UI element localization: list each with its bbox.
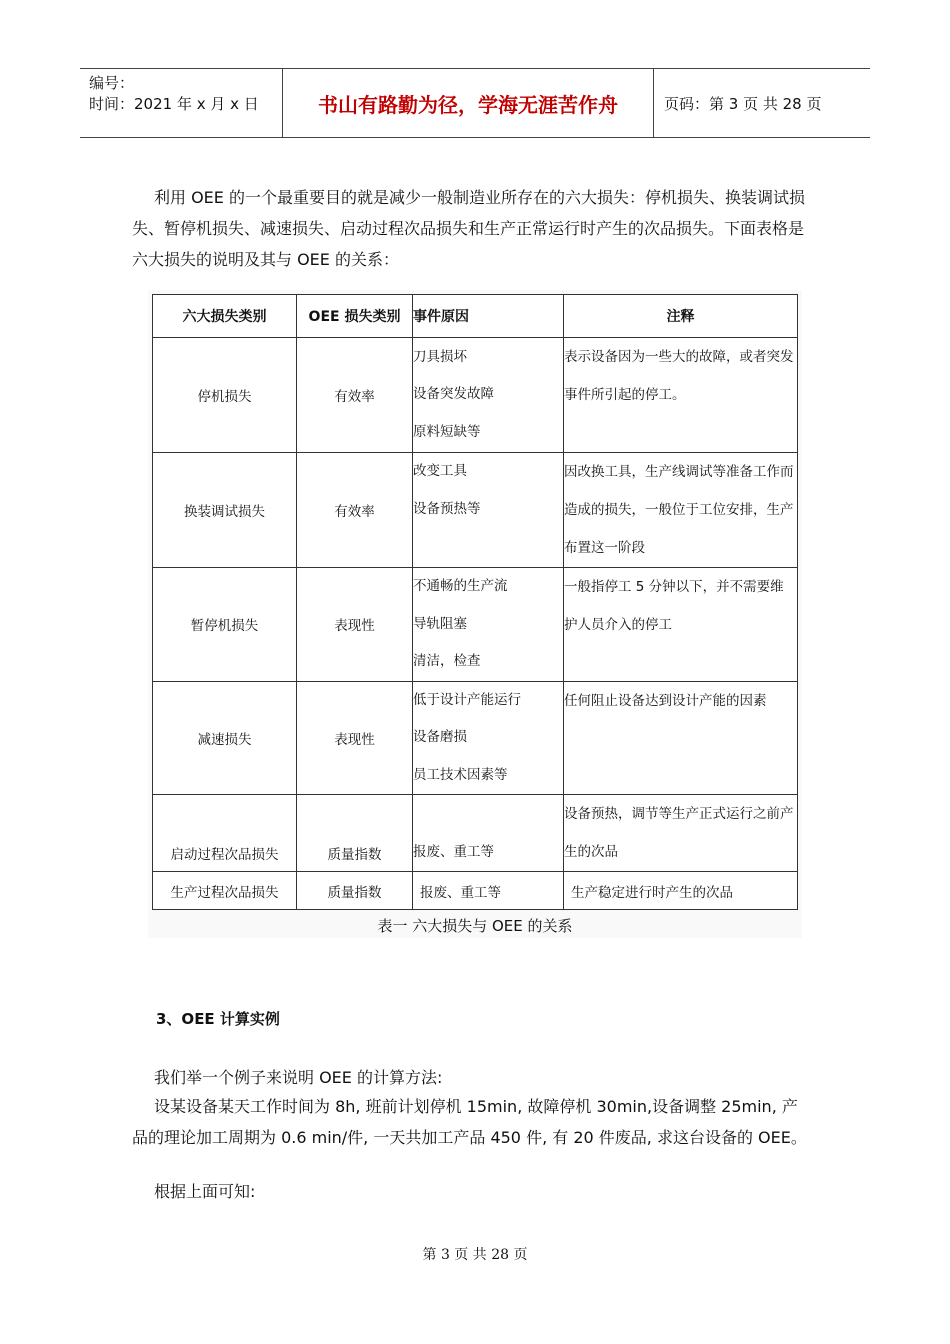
cause-item: 不通畅的生产流 — [413, 578, 508, 594]
table-row — [153, 338, 798, 453]
conclusion-line: 根据上面可知: — [154, 1182, 256, 1201]
cause-item: 设备突发故障 — [413, 386, 494, 403]
table-row — [153, 872, 798, 910]
note-cell: 因改换工具，生产线调试等准备工作而造成的损失，一般位于工位安排，生产布置这一阶段 — [564, 453, 798, 568]
oee-cell: 质量指数 — [297, 872, 413, 910]
cause-item: 改变工具 — [413, 463, 467, 479]
section-heading: 3、OEE 计算实例 — [156, 1010, 280, 1028]
causes-cell — [413, 453, 564, 568]
category-cell: 生产过程次品损失 — [153, 872, 297, 910]
cause-item: 清洁，检查 — [413, 653, 481, 669]
cause-item: 低于设计产能运行 — [413, 691, 521, 708]
causes-cell — [413, 568, 564, 682]
header-meta — [80, 69, 282, 137]
category-cell: 暂停机损失 — [153, 568, 297, 682]
cause-item: 员工技术因素等 — [413, 766, 508, 783]
page-footer: 第 3 页 共 28 页 — [422, 1247, 528, 1263]
cause-item: 设备预热等 — [413, 500, 481, 517]
table-row — [153, 453, 798, 568]
example-intro: 我们举一个例子来说明 OEE 的计算方法: — [154, 1068, 443, 1087]
header-causes: 事件原因 — [413, 295, 564, 338]
header-category: 六大损失类别 — [153, 295, 297, 338]
oee-cell: 表现性 — [297, 681, 413, 795]
table-row — [153, 681, 798, 795]
document-number-label: 编号： — [89, 74, 135, 92]
page-counter: 页码：第 3 页 共 28 页 — [664, 94, 822, 113]
causes-cell — [413, 681, 564, 795]
note-cell: 一般指停工 5 分钟以下，并不需要维护人员介入的停工 — [564, 568, 798, 682]
header-page-info — [654, 69, 870, 137]
table-caption: 表一 六大损失与 OEE 的关系 — [377, 917, 573, 935]
category-cell: 停机损失 — [153, 338, 297, 453]
oee-cell: 质量指数 — [297, 795, 413, 872]
table-row — [153, 568, 798, 682]
header-oee-category: OEE 损失类别 — [297, 295, 413, 338]
note-cell: 生产稳定进行时产生的次品 — [564, 872, 798, 910]
six-losses-table — [152, 294, 798, 910]
header-motto: 书山有路勤为径，学海无涯苦作舟 — [282, 69, 654, 137]
note-cell: 设备预热，调节等生产正式运行之前产生的次品 — [564, 795, 798, 872]
cause-item: 刀具损坏 — [413, 348, 467, 365]
oee-cell: 有效率 — [297, 453, 413, 568]
table-row — [153, 795, 798, 872]
oee-cell: 表现性 — [297, 568, 413, 682]
cause-item: 原料短缺等 — [413, 423, 481, 440]
header-note: 注释 — [564, 295, 798, 338]
cause-item: 导轨阻塞 — [413, 615, 467, 632]
causes-cell — [413, 338, 564, 453]
causes-cell — [413, 795, 564, 872]
oee-cell: 有效率 — [297, 338, 413, 453]
page-header — [80, 68, 870, 138]
intro-paragraph: 利用 OEE 的一个最重要目的就是减少一般制造业所存在的六大损失：停机损失、换装调试损失、暂停机损失、减速损失、启动过程次品损失和生产正常运行时产生的次品损失。下面表格是六大损失的说明及其与 OEE 的关系： — [132, 188, 805, 269]
example-body: 设某设备某天工作时间为 8h, 班前计划停机 15min, 故障停机 30min,设备调整 25min, 产品的理论加工周期为 0.6 min/件, 一天共加工产品 450 件, 有 20 件废品, 求这台设备的 OEE。 — [132, 1097, 807, 1147]
causes-cell: 报废、重工等 — [413, 872, 564, 910]
cause-item: 设备磨损 — [413, 729, 467, 745]
cause-item: 报废、重工等 — [413, 843, 494, 860]
document-date: 时间：2021 年 x 月 x 日 — [89, 95, 259, 113]
table-header-row — [153, 295, 798, 338]
note-cell: 任何阻止设备达到设计产能的因素 — [564, 681, 798, 795]
note-cell: 表示设备因为一些大的故障，或者突发事件所引起的停工。 — [564, 338, 798, 453]
category-cell: 换装调试损失 — [153, 453, 297, 568]
category-cell: 减速损失 — [153, 681, 297, 795]
category-cell: 启动过程次品损失 — [153, 795, 297, 872]
